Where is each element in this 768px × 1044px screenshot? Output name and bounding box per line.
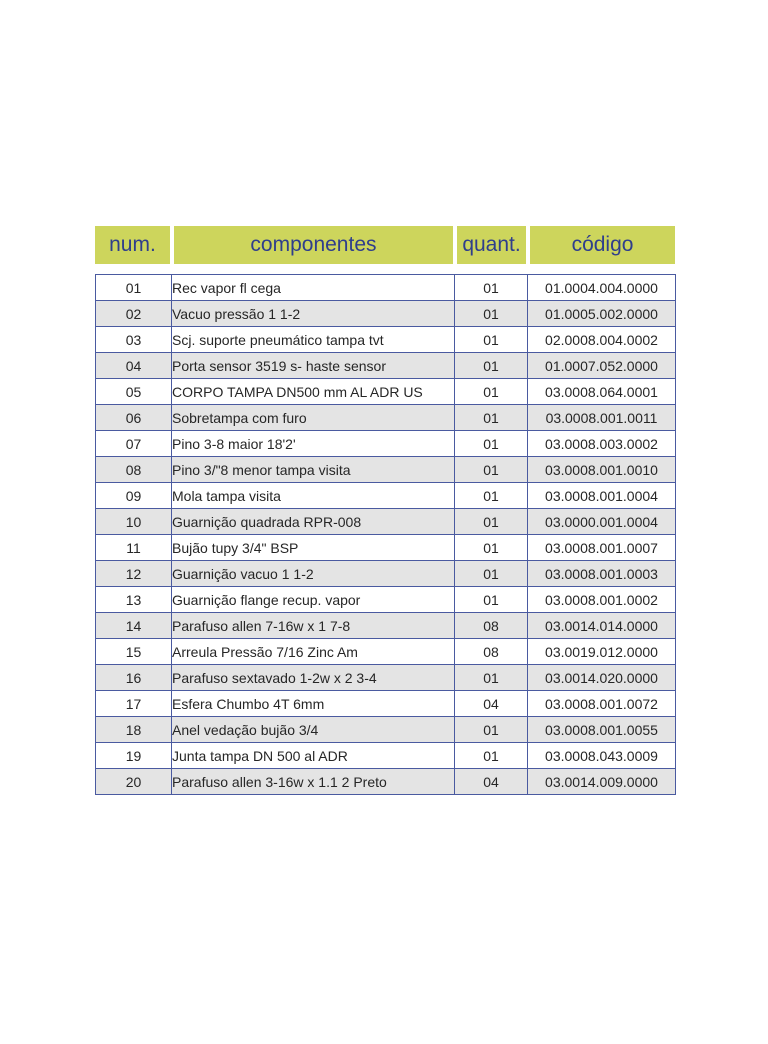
- cell-componente: Guarnição flange recup. vapor: [172, 587, 455, 613]
- table-row: [96, 613, 676, 639]
- cell-quant: 04: [455, 769, 528, 795]
- cell-codigo: 03.0014.009.0000: [528, 769, 676, 795]
- cell-quant: 01: [455, 301, 528, 327]
- cell-quant: 01: [455, 457, 528, 483]
- cell-quant: 01: [455, 431, 528, 457]
- cell-componente: Guarnição quadrada RPR-008: [172, 509, 455, 535]
- cell-num: 20: [96, 769, 172, 795]
- cell-quant: 01: [455, 717, 528, 743]
- table-row: [96, 587, 676, 613]
- table-row: [96, 717, 676, 743]
- cell-num: 02: [96, 301, 172, 327]
- cell-num: 06: [96, 405, 172, 431]
- cell-componente: Porta sensor 3519 s- haste sensor: [172, 353, 455, 379]
- cell-codigo: 03.0008.001.0011: [528, 405, 676, 431]
- table-row: [96, 639, 676, 665]
- cell-num: 13: [96, 587, 172, 613]
- cell-num: 14: [96, 613, 172, 639]
- cell-componente: Arreula Pressão 7/16 Zinc Am: [172, 639, 455, 665]
- cell-codigo: 03.0008.001.0007: [528, 535, 676, 561]
- table-row: [96, 379, 676, 405]
- cell-quant: 08: [455, 639, 528, 665]
- cell-codigo: 02.0008.004.0002: [528, 327, 676, 353]
- cell-codigo: 03.0008.001.0003: [528, 561, 676, 587]
- cell-quant: 01: [455, 587, 528, 613]
- header-num: num.: [95, 226, 170, 264]
- cell-codigo: 03.0008.001.0055: [528, 717, 676, 743]
- cell-quant: 01: [455, 483, 528, 509]
- table-row: [96, 405, 676, 431]
- parts-table: [95, 274, 676, 795]
- cell-num: 08: [96, 457, 172, 483]
- cell-componente: Guarnição vacuo 1 1-2: [172, 561, 455, 587]
- cell-codigo: 03.0014.020.0000: [528, 665, 676, 691]
- cell-componente: Pino 3-8 maior 18'2': [172, 431, 455, 457]
- cell-codigo: 03.0008.064.0001: [528, 379, 676, 405]
- cell-componente: Bujão tupy 3/4" BSP: [172, 535, 455, 561]
- cell-codigo: 03.0008.001.0010: [528, 457, 676, 483]
- table-row: [96, 535, 676, 561]
- table-row: [96, 691, 676, 717]
- cell-quant: 01: [455, 509, 528, 535]
- cell-num: 15: [96, 639, 172, 665]
- table-row: [96, 509, 676, 535]
- table-row: [96, 275, 676, 301]
- parts-table-body: [96, 275, 676, 795]
- table-header: [95, 226, 675, 264]
- cell-quant: 01: [455, 353, 528, 379]
- header-quant: quant.: [457, 226, 526, 264]
- table-row: [96, 665, 676, 691]
- cell-num: 12: [96, 561, 172, 587]
- table-row: [96, 327, 676, 353]
- cell-componente: Mola tampa visita: [172, 483, 455, 509]
- table-row: [96, 743, 676, 769]
- cell-codigo: 03.0008.001.0002: [528, 587, 676, 613]
- cell-quant: 01: [455, 535, 528, 561]
- cell-componente: Rec vapor fl cega: [172, 275, 455, 301]
- table-row: [96, 769, 676, 795]
- cell-quant: 01: [455, 327, 528, 353]
- cell-componente: Sobretampa com furo: [172, 405, 455, 431]
- cell-num: 16: [96, 665, 172, 691]
- cell-quant: 01: [455, 405, 528, 431]
- cell-quant: 01: [455, 561, 528, 587]
- cell-componente: Junta tampa DN 500 al ADR: [172, 743, 455, 769]
- cell-quant: 04: [455, 691, 528, 717]
- cell-num: 10: [96, 509, 172, 535]
- cell-quant: 01: [455, 665, 528, 691]
- cell-codigo: 03.0008.003.0002: [528, 431, 676, 457]
- cell-num: 07: [96, 431, 172, 457]
- cell-codigo: 03.0008.043.0009: [528, 743, 676, 769]
- cell-num: 04: [96, 353, 172, 379]
- cell-codigo: 03.0008.001.0004: [528, 483, 676, 509]
- cell-codigo: 01.0004.004.0000: [528, 275, 676, 301]
- cell-quant: 01: [455, 379, 528, 405]
- cell-codigo: 03.0008.001.0072: [528, 691, 676, 717]
- table-row: [96, 457, 676, 483]
- cell-componente: CORPO TAMPA DN500 mm AL ADR US: [172, 379, 455, 405]
- cell-quant: 01: [455, 743, 528, 769]
- cell-componente: Anel vedação bujão 3/4: [172, 717, 455, 743]
- cell-componente: Vacuo pressão 1 1-2: [172, 301, 455, 327]
- cell-quant: 01: [455, 275, 528, 301]
- cell-num: 11: [96, 535, 172, 561]
- cell-componente: Pino 3/"8 menor tampa visita: [172, 457, 455, 483]
- cell-num: 09: [96, 483, 172, 509]
- table-row: [96, 431, 676, 457]
- cell-codigo: 03.0019.012.0000: [528, 639, 676, 665]
- table-row: [96, 561, 676, 587]
- cell-num: 03: [96, 327, 172, 353]
- cell-componente: Scj. suporte pneumático tampa tvt: [172, 327, 455, 353]
- cell-componente: Parafuso allen 3-16w x 1.1 2 Preto: [172, 769, 455, 795]
- cell-num: 01: [96, 275, 172, 301]
- cell-codigo: 03.0000.001.0004: [528, 509, 676, 535]
- cell-componente: Parafuso allen 7-16w x 1 7-8: [172, 613, 455, 639]
- cell-num: 05: [96, 379, 172, 405]
- cell-num: 19: [96, 743, 172, 769]
- header-componentes: componentes: [174, 226, 453, 264]
- header-codigo: código: [530, 226, 675, 264]
- table-row: [96, 483, 676, 509]
- cell-componente: Esfera Chumbo 4T 6mm: [172, 691, 455, 717]
- cell-quant: 08: [455, 613, 528, 639]
- cell-codigo: 01.0007.052.0000: [528, 353, 676, 379]
- table-row: [96, 301, 676, 327]
- cell-num: 18: [96, 717, 172, 743]
- table-row: [96, 353, 676, 379]
- cell-num: 17: [96, 691, 172, 717]
- cell-codigo: 01.0005.002.0000: [528, 301, 676, 327]
- cell-codigo: 03.0014.014.0000: [528, 613, 676, 639]
- cell-componente: Parafuso sextavado 1-2w x 2 3-4: [172, 665, 455, 691]
